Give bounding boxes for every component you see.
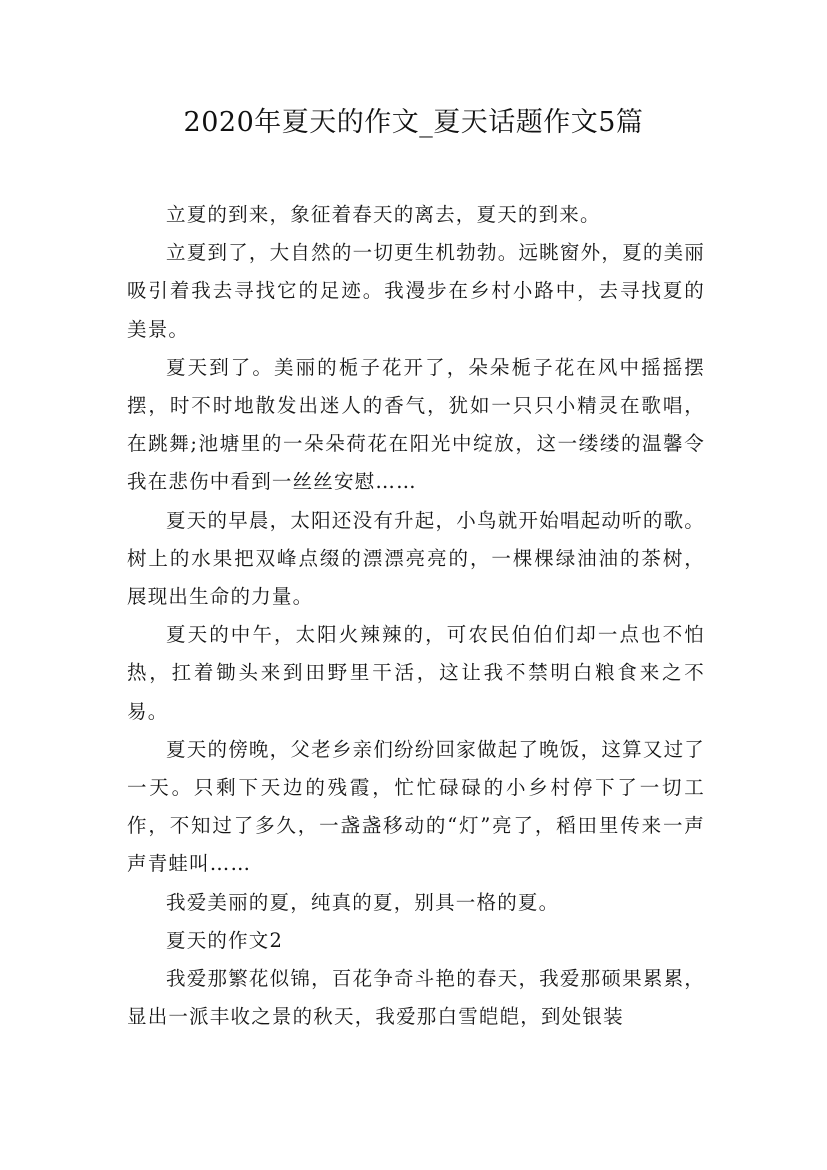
paragraph: 我爱美丽的夏，纯真的夏，别具一格的夏。	[166, 890, 560, 914]
paragraph: 夏天的中午，太阳火辣辣的，可农民伯伯们却一点也不怕热，扛着锄头来到田野里干活，这让我不禁明白粮食来之不易。	[127, 623, 705, 723]
paragraph: 我爱那繁花似锦，百花争奇斗艳的春天，我爱那硕果累累，显出一派丰收之景的秋天，我爱那白雪皑皑，到处银装	[127, 967, 705, 1029]
paragraph: 夏天的傍晚，父老乡亲们纷纷回家做起了晚饭，这算又过了一天。只剩下天边的残霞，忙忙碌碌的小乡村停下了一切工作，不知过了多久，一盏盏移动的“灯”亮了，稻田里传来一声声青蛙叫……	[127, 737, 705, 876]
paragraph: 立夏到了，大自然的一切更生机勃勃。远眺窗外，夏的美丽吸引着我去寻找它的足迹。我漫步在乡村小路中，去寻找夏的美景。	[127, 241, 705, 341]
section-heading: 夏天的作文2	[166, 928, 284, 952]
document-title: 2020年夏天的作文_夏天话题作文5篇	[183, 107, 644, 138]
paragraph: 立夏的到来，象征着春天的离去，夏天的到来。	[166, 203, 601, 226]
paragraph: 夏天到了。美丽的栀子花开了，朵朵栀子花在风中摇摇摆摆，时不时地散发出迷人的香气，犹如一只只小精灵在歌唱，在跳舞;池塘里的一朵朵荷花在阳光中绽放，这一缕缕的温馨令我在悲伤中看到一丝丝安慰……	[127, 355, 705, 494]
paragraph: 夏天的早晨，太阳还没有升起，小鸟就开始唱起动听的歌。树上的水果把双峰点缀的漂漂亮亮的，一棵棵绿油油的茶树，展现出生命的力量。	[127, 508, 705, 609]
document-body	[127, 196, 705, 1036]
